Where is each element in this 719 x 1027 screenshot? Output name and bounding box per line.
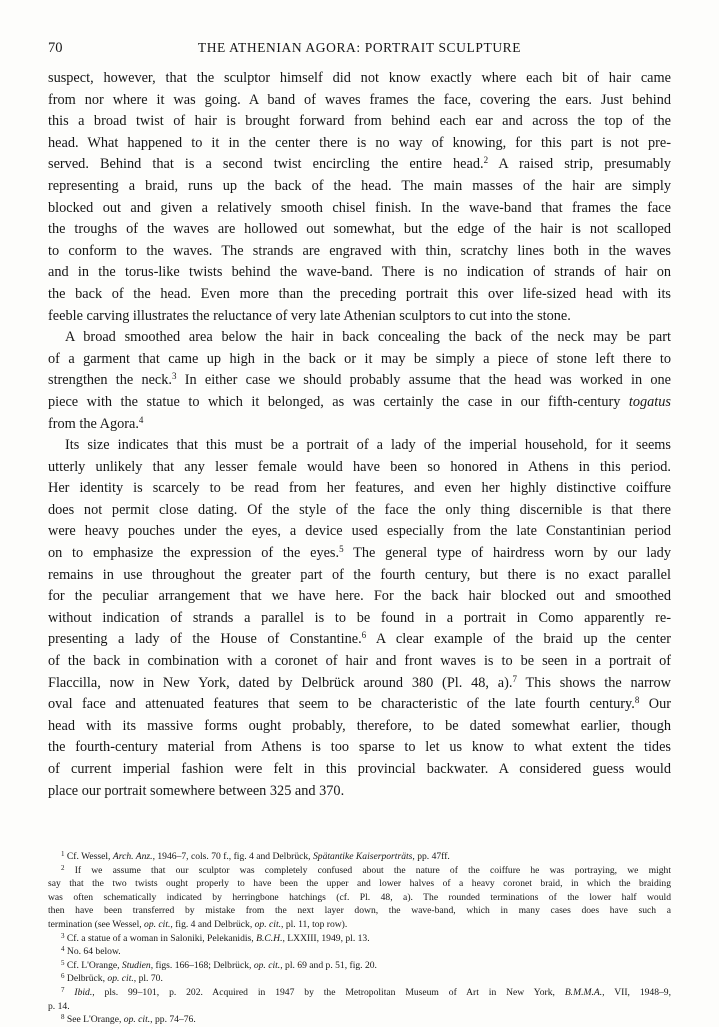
text-line: head. What happened to it in the center there is no way of knowing, for this part is not pre- xyxy=(48,134,671,151)
footnote-ref[interactable]: 2 xyxy=(483,155,489,166)
footnote-6: $^6$ Delbrück, op. cit., pl. 70. xyxy=(61,972,163,985)
text-line: of a garment that came up high in the back or it may be simply a piece of stone left there to xyxy=(48,350,671,367)
footnote-ref[interactable]: 7 xyxy=(512,673,517,684)
text-line: Flaccilla, now in New York, dated by Delbrück around 380 (Pl. 48, a).$^7$ This shows the narrow xyxy=(48,673,671,691)
text-line: Its size indicates that this must be a portrait of a lady of the imperial household, for it seems xyxy=(65,437,671,454)
text-line: the back of the head. Even more than the preceding portrait this over life-sized head with its xyxy=(48,285,671,302)
text-line: the troughs of the waves are hollowed out somewhat, but the edge of the hair is not scalloped xyxy=(48,221,671,238)
text-line: utterly unlikely that any lesser female would have been so honored in Athens in this period. xyxy=(48,458,671,475)
paragraph-1 xyxy=(48,68,671,327)
text-line: were heavy pouches under the eyes, a device used especially from the late Constantinian period xyxy=(48,523,671,540)
footnote-1: $^1$ Cf. Wessel, Arch. Anz., 1946–7, cols. 70 f., fig. 4 and Delbrück, Spätantike Kaiserporträts, pp. 47ff. xyxy=(61,850,450,862)
text-line: on to emphasize the expression of the eyes.$^5$ The general type of hairdress worn by our lady xyxy=(48,544,671,562)
text-line: this a broad twist of hair is brought forward from behind each ear and across the top of the xyxy=(48,113,671,130)
paragraph-3 xyxy=(48,435,671,802)
text-line: presenting a lady of the House of Constantine.$^6$ A clear example of the braid up the center xyxy=(48,630,671,648)
footnote-ref[interactable]: 3 xyxy=(172,371,177,382)
text-line: from nor where it was going. A band of waves frames the face, covering the ears. Just behind xyxy=(48,91,671,108)
text-line: remains in use throughout the greater part of the fourth century, but there is no exact parallel xyxy=(48,566,671,583)
footnote-8: $^8$ See L'Orange, op. cit., pp. 74–76. xyxy=(61,1013,196,1026)
text-line: suspect, however, that the sculptor himself did not know exactly where each bit of hair came xyxy=(48,70,671,86)
text-line: head with its massive forms ought probably, therefore, to be dated somewhat earlier, though xyxy=(48,717,671,734)
paragraph-2 xyxy=(48,327,671,435)
text-line: Her identity is scarcely to be read from her features, and even her highly distinctive coiffure xyxy=(48,480,671,497)
footnote-ref[interactable]: 4 xyxy=(138,414,144,425)
text-line: of the back in combination with a coronet of hair and front waves is to be seen in a portrait of xyxy=(48,653,671,670)
footnote-7-line: p. 14. xyxy=(48,1000,70,1012)
footnote-ref[interactable]: 5 xyxy=(339,544,344,555)
text-line: from the Agora.$^4$ xyxy=(48,414,144,432)
footnote-5: $^5$ Cf. L'Orange, Studien, figs. 166–168; Delbrück, op. cit., pl. 69 and p. 51, fig. 20. xyxy=(61,958,377,971)
text-line: the fourth-century material from Athens is too sparse to let us know to what extent the tides xyxy=(48,739,671,756)
text-line: without indication of strands a parallel is to be found in a portrait in Como apparently re- xyxy=(48,609,671,626)
text-line: blocked out and given a relatively smooth chisel finish. In the wave-band that frames the face xyxy=(48,199,671,216)
text-line: feeble carving illustrates the reluctance of very late Athenian sculptors to cut into the stone. xyxy=(48,307,571,324)
text-line: piece with the statue to which it belonged, as was certainly the case in our fifth-century togatus xyxy=(48,393,671,410)
text-line: of current imperial fashion were felt in this provincial backwater. A considered guess would xyxy=(48,761,671,777)
footnote-4: $^4$ No. 64 below. xyxy=(61,945,121,958)
text-line: oval face and attenuated features that seem to be characteristic of the late fourth century.$^8$ Our xyxy=(48,695,671,713)
text-line: for the peculiar arrangement that we have here. For the back hair blocked out and smoothed xyxy=(48,588,671,605)
text-line: strengthen the neck.$^3$ In either case we should probably assume that the head was worked in one xyxy=(48,371,671,389)
text-line: served. Behind that is a second twist encircling the entire head.$^2$ A raised strip, presumably xyxy=(48,155,671,173)
text-line: and in the torus-like twists behind the wave-band. There is no indication of strands of hair on xyxy=(48,264,671,281)
running-title: THE ATHENIAN AGORA: PORTRAIT SCULPTURE xyxy=(197,40,522,55)
text-line: representing a braid, runs up the back of the head. The main masses of the hair are simply xyxy=(48,177,671,194)
page-header xyxy=(48,40,671,60)
text-line: to conform to the waves. The strands are engraved with thin, scratchy lines both in the waves xyxy=(48,242,671,259)
footnote-2-line: termination (see Wessel, op. cit., fig. 4 and Delbrück, op. cit., pl. 11, top row). xyxy=(48,918,348,930)
text-line: place our portrait somewhere between 325 and 370. xyxy=(48,782,345,799)
footnote-3: $^3$ Cf. a statue of a woman in Saloniki, Pelekanidis, B.C.H., LXXIII, 1949, pl. 13. xyxy=(61,931,370,944)
footnote-ref[interactable]: 8 xyxy=(634,695,640,706)
text-line: does not permit close dating. Of the style of the face the only thing discernible is that there xyxy=(48,501,671,518)
footnote-7: $^7$ Ibid., pls. 99–101, p. 202. Acquired in 1947 by the Metropolitan Museum of Art in New York, B.M.M.A., VII, 1948–9, xyxy=(61,985,672,998)
footnote-2: $^2$ If we assume that our sculptor was completely confused about the nature of the coiffure he was portraying, we might xyxy=(61,863,671,876)
footnote-2-line: was often schematically indicated by herringbone hatchings (cf. Pl. 48, a). The rounded terminations of the lower half would xyxy=(48,891,671,903)
footnotes xyxy=(48,850,671,1027)
text-line: A broad smoothed area below the hair in back concealing the back of the neck may be part xyxy=(65,329,671,346)
footnote-ref[interactable]: 6 xyxy=(361,630,367,641)
footnote-2-line: say that the two twists ought properly to have been the upper and lower halves of a heavy coronet braid, in which the braiding xyxy=(48,878,671,890)
page-number: 70 xyxy=(48,40,63,56)
body-text xyxy=(48,68,671,802)
footnote-2-line: then have been transferred by mistake from the next layer down, the wave-band, which in many cases does have such a xyxy=(48,905,671,917)
